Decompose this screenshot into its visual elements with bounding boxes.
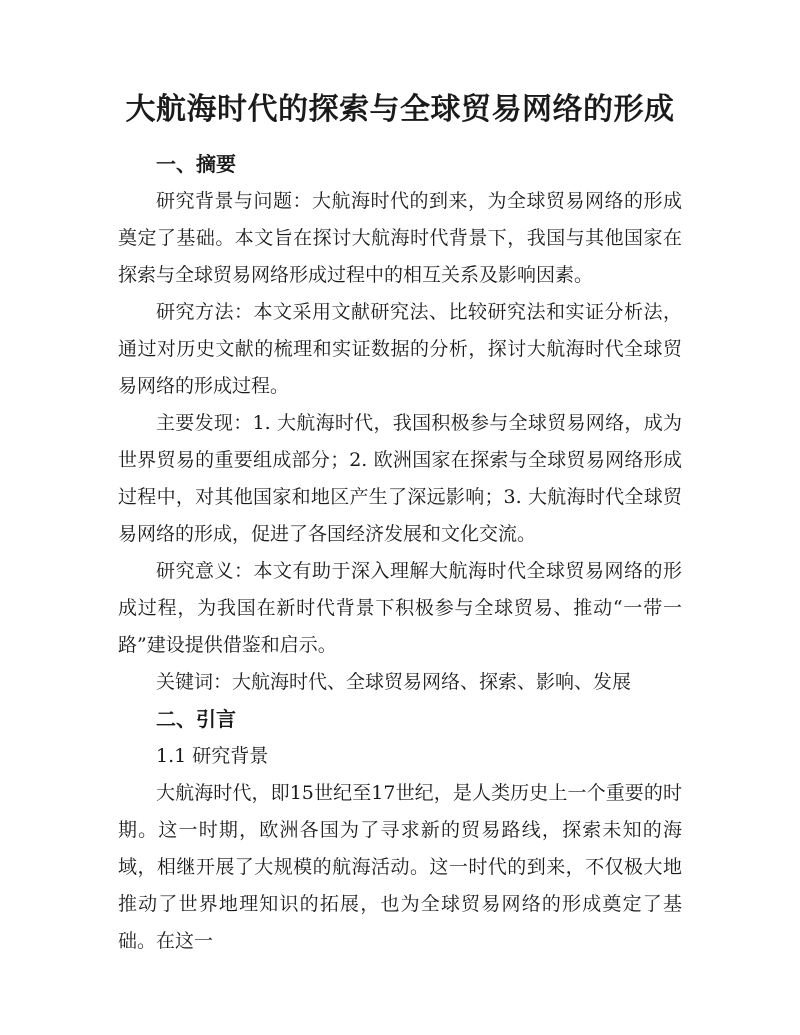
abstract-significance-paragraph: 研究意义：本文有助于深入理解大航海时代全球贸易网络的形成过程，为我国在新时代背景下积极参与全球贸易、推动“一带一路”建设提供借鉴和启示。 <box>118 560 682 656</box>
introduction-heading: 二、引言 <box>156 707 236 731</box>
document-title: 大航海时代的探索与全球贸易网络的形成 <box>125 92 675 127</box>
abstract-method-paragraph: 研究方法：本文采用文献研究法、比较研究法和实证分析法，通过对历史文献的梳理和实证数据的分析，探讨大航海时代全球贸易网络的形成过程。 <box>118 301 682 397</box>
abstract-findings-paragraph: 主要发现：1. 大航海时代，我国积极参与全球贸易网络，成为世界贸易的重要组成部分；2. 欧洲国家在探索与全球贸易网络形成过程中，对其他国家和地区产生了深远影响；3. 大航海时代全球贸易网络的形成，促进了各国经济发展和文化交流。 <box>118 412 682 545</box>
introduction-paragraph: 大航海时代，即15世纪至17世纪，是人类历史上一个重要的时期。这一时期，欧洲各国为了寻求新的贸易路线，探索未知的海域，相继开展了大规模的航海活动。这一时代的到来，不仅极大地推动了世界地理知识的拓展，也为全球贸易网络的形成奠定了基础。在这一 <box>118 782 682 952</box>
keywords-line: 关键词：大航海时代、全球贸易网络、探索、影响、发展 <box>156 671 632 693</box>
abstract-heading: 一、摘要 <box>156 152 236 176</box>
research-background-subheading: 1.1 研究背景 <box>156 745 269 767</box>
abstract-background-paragraph: 研究背景与问题：大航海时代的到来，为全球贸易网络的形成奠定了基础。本文旨在探讨大航海时代背景下，我国与其他国家在探索与全球贸易网络形成过程中的相互关系及影响因素。 <box>118 190 682 286</box>
